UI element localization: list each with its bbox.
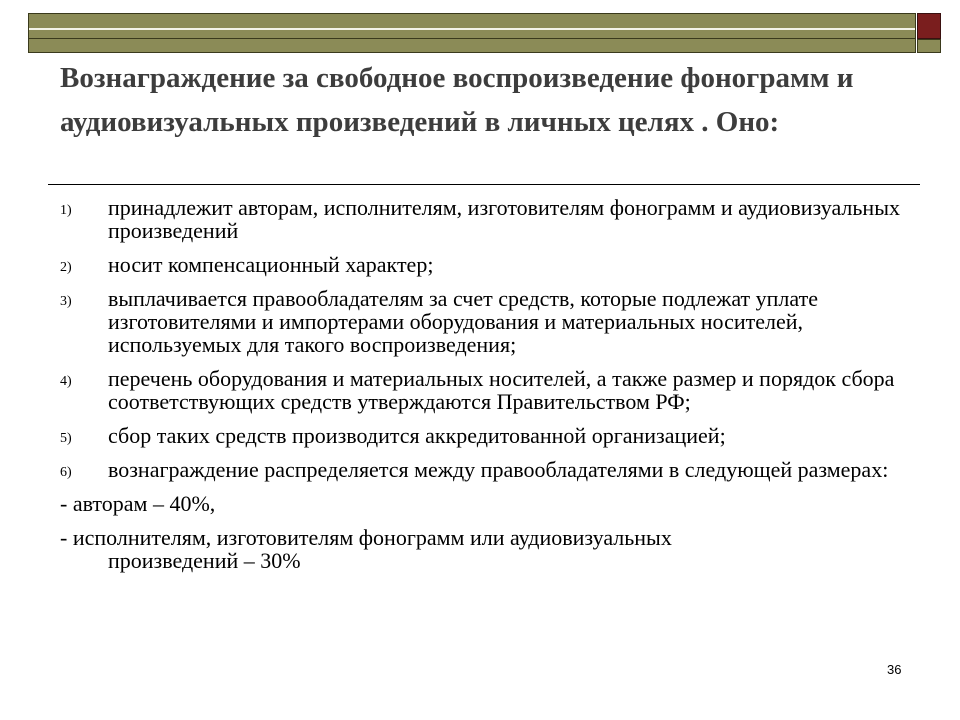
list-item-text: носит компенсационный характер; bbox=[108, 252, 434, 277]
page-number: 36 bbox=[887, 662, 902, 677]
list-item bbox=[60, 287, 920, 356]
title-divider bbox=[48, 184, 920, 185]
list-item bbox=[60, 367, 920, 413]
list-item-text: принадлежит авторам, исполнителям, изготовителям фонограмм и аудиовизуальных произведений bbox=[108, 195, 900, 243]
list-item-number: 1) bbox=[60, 203, 72, 218]
list-item-number: 6) bbox=[60, 465, 72, 480]
list-item-text: сбор таких средств производится аккредитованной организацией; bbox=[108, 423, 726, 448]
list-item-text: выплачивается правообладателям за счет средств, которые подлежат уплате изготовителями и импортерами оборудования и материальных носителей, используемых для такого воспроизведения; bbox=[108, 286, 818, 357]
top-decor-bar-lower bbox=[28, 39, 916, 53]
dash-line bbox=[60, 526, 920, 572]
top-decor-stripe bbox=[29, 28, 915, 30]
top-decor-square-red bbox=[917, 13, 941, 39]
slide-title: Вознаграждение за свободное воспроизведение фонограмм и аудиовизуальных произведений в личных целях . Оно: bbox=[60, 62, 854, 138]
dash-line-continuation: произведений – 30% bbox=[108, 548, 301, 573]
content-list bbox=[60, 196, 920, 583]
list-item-number: 5) bbox=[60, 431, 72, 446]
list-item-text: вознаграждение распределяется между правообладателями в следующей размерах: bbox=[108, 457, 889, 482]
dash-line-text: - исполнителям, изготовителям фонограмм или аудиовизуальных bbox=[60, 525, 672, 550]
list-item bbox=[60, 196, 920, 242]
list-item-number: 3) bbox=[60, 294, 72, 309]
list-item-text: перечень оборудования и материальных носителей, а также размер и порядок сбора соответствующих средств утверждаются Правительством РФ; bbox=[108, 366, 895, 414]
dash-line-text: - авторам – 40%, bbox=[60, 491, 216, 516]
list-item bbox=[60, 424, 920, 447]
list-item bbox=[60, 458, 920, 481]
top-decor-square-olive bbox=[917, 39, 941, 53]
list-item-number: 4) bbox=[60, 374, 72, 389]
list-item bbox=[60, 253, 920, 276]
top-decor-bar bbox=[28, 13, 916, 39]
list-item-number: 2) bbox=[60, 260, 72, 275]
dash-line bbox=[60, 492, 920, 515]
